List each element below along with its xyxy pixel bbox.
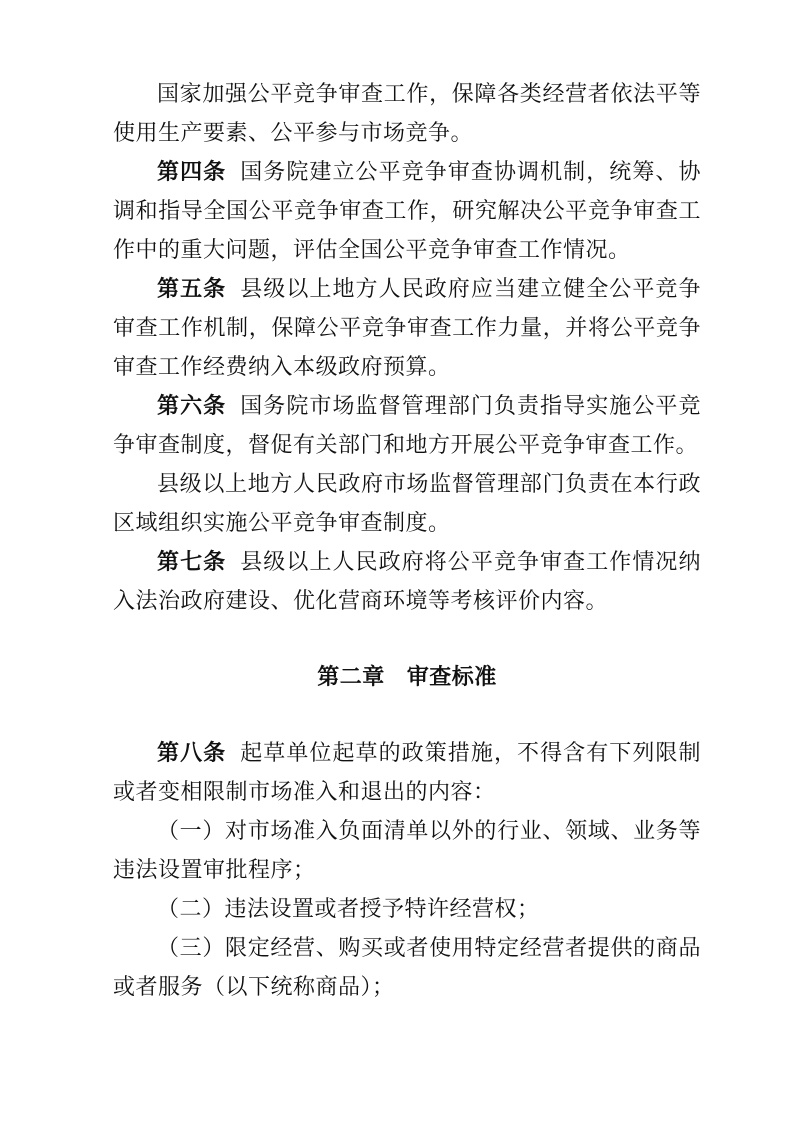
article-4 [113,153,701,270]
article-5 [113,270,701,387]
article-8-label: 第八条 [157,740,227,766]
document-body [113,75,701,1007]
article-5-label: 第五条 [157,276,227,302]
chapter-number: 第二章 [317,664,385,690]
article-8-item-1: （一）对市场准入负面清单以外的行业、领域、业务等违法设置审批程序； [113,819,701,883]
article-8 [113,734,701,812]
chapter-title: 审查标准 [406,664,497,690]
article-7 [113,543,701,621]
article-4-label: 第四条 [157,159,227,185]
article-8-item-3: （三）限定经营、购买或者使用特定经营者提供的商品或者服务（以下统称商品）； [113,936,701,1000]
article-7-text: 县级以上人民政府将公平竞争审查工作情况纳入法治政府建设、优化营商环境等考核评价内容。 [113,550,701,614]
article-6-label: 第六条 [157,393,227,419]
article-6-text: 国务院市场监督管理部门负责指导实施公平竞争审查制度，督促有关部门和地方开展公平竞争审查工作。 [113,394,701,458]
article-8-text: 起草单位起草的政策措施，不得含有下列限制或者变相限制市场准入和退出的内容： [113,741,701,805]
article-8-item-2: （二）违法设置或者授予特许经营权； [157,897,540,922]
article-5-text: 县级以上地方人民政府应当建立健全公平竞争审查工作机制，保障公平竞争审查工作力量，并将公平竞争审查工作经费纳入本级政府预算。 [113,277,701,380]
article-6 [113,387,701,465]
article-7-label: 第七条 [157,549,227,575]
article-4-text: 国务院建立公平竞争审查协调机制，统筹、协调和指导全国公平竞争审查工作，研究解决公平竞争审查工作中的重大问题，评估全国公平竞争审查工作情况。 [113,160,701,263]
article-6-continuation: 县级以上地方人民政府市场监督管理部门负责在本行政区域组织实施公平竞争审查制度。 [113,472,701,536]
intro-paragraph: 国家加强公平竞争审查工作，保障各类经营者依法平等使用生产要素、公平参与市场竞争。 [113,82,701,146]
chapter-heading [113,658,701,697]
